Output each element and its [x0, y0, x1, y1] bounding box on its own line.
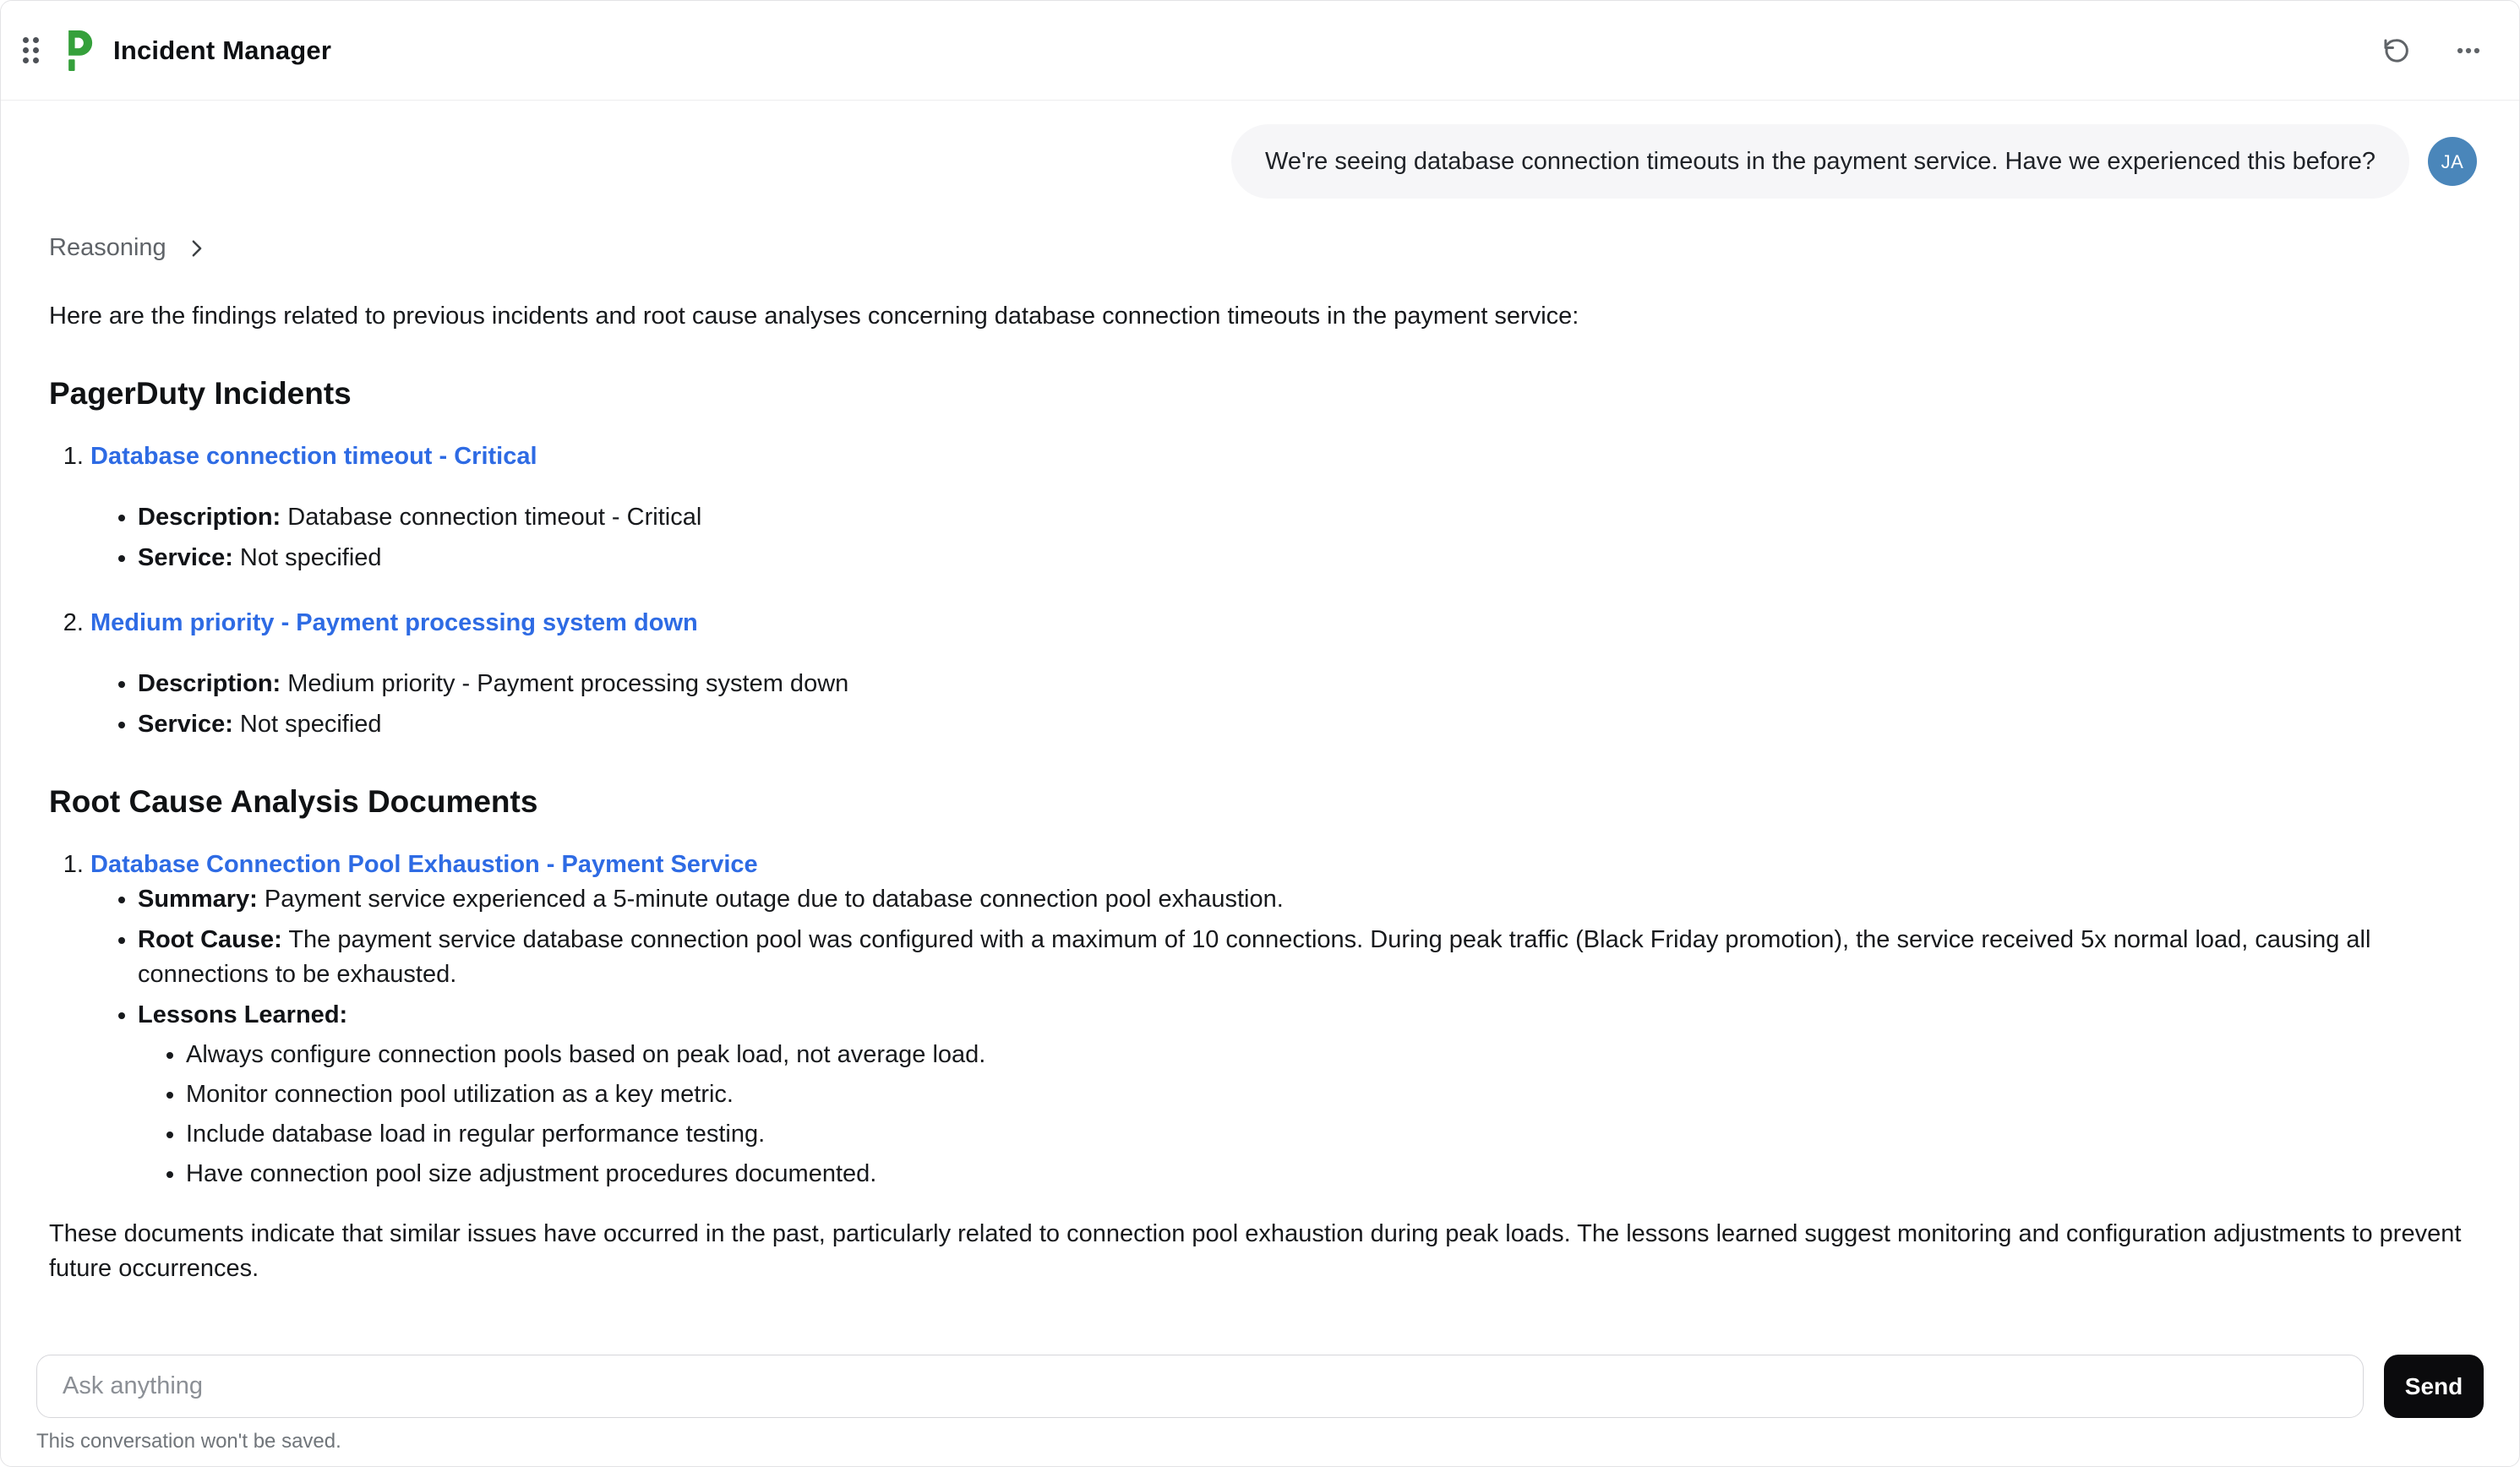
list-item: • Monitor connection pool utilization as a key metric. [186, 1077, 2477, 1112]
incident-properties [90, 500, 2477, 575]
incident-properties [90, 667, 2477, 742]
send-button[interactable]: Send [2384, 1355, 2484, 1418]
chevron-right-icon [190, 239, 204, 258]
assistant-response [49, 231, 2477, 1286]
list-item: • Description: Medium priority - Payment processing system down [138, 667, 2477, 701]
drag-handle-icon[interactable] [19, 34, 42, 67]
rca-document-link[interactable]: Database Connection Pool Exhaustion - Payment Service [90, 851, 758, 878]
page-title: Incident Manager [113, 35, 332, 65]
rotate-ccw-icon [2381, 36, 2410, 65]
list-item: • Always configure connection pools based on peak load, not average load. [186, 1038, 2477, 1072]
more-options-button[interactable] [2446, 29, 2490, 73]
list-item: • Description: Database connection timeout - Critical [138, 500, 2477, 535]
reset-conversation-button[interactable] [2374, 29, 2418, 73]
incidents-heading: PagerDuty Incidents [49, 376, 352, 411]
composer [1, 1338, 2519, 1466]
rca-list [49, 848, 2477, 1192]
incident-link[interactable]: Database connection timeout - Critical [90, 443, 537, 470]
list-item: • Have connection pool size adjustment procedures documented. [186, 1157, 2477, 1192]
ask-input[interactable] [36, 1355, 2364, 1418]
rca-properties [90, 882, 2477, 1192]
list-item: • Summary: Payment service experienced a 5-minute outage due to database connection pool exhaustion. [138, 882, 2477, 917]
pagerduty-logo-icon [61, 30, 95, 71]
lessons-list [138, 1038, 2477, 1192]
disclaimer-text: This conversation won't be saved. [36, 1430, 341, 1453]
list-item [90, 606, 2477, 742]
chat-area [1, 101, 2519, 1338]
list-item: • Root Cause: The payment service database connection pool was configured with a maximum of 10 connections. During peak traffic (Black Friday promotion), the service received 5x normal load, causing all connections to be exhausted. [138, 923, 2477, 992]
intro-paragraph: Here are the findings related to previous incidents and root cause analyses concerning database connection timeouts in the payment service: [49, 303, 1579, 330]
closing-paragraph: These documents indicate that similar issues have occurred in the past, particularly related to connection pool exhaustion during peak loads. The lessons learned suggest monitoring and configuration adjustments to prevent future occurrences. [49, 1220, 2462, 1282]
composer-row [36, 1355, 2484, 1418]
header [1, 1, 2519, 101]
list-item [90, 439, 2477, 575]
incident-link[interactable]: Medium priority - Payment processing system down [90, 609, 698, 636]
rca-heading: Root Cause Analysis Documents [49, 784, 538, 819]
list-item [90, 848, 2477, 1192]
reasoning-toggle[interactable] [49, 231, 204, 265]
ellipsis-icon [2454, 36, 2483, 65]
incident-list [49, 439, 2477, 742]
reasoning-label: Reasoning [49, 234, 166, 261]
list-item: • Include database load in regular performance testing. [186, 1117, 2477, 1152]
avatar: JA [2428, 137, 2477, 186]
header-actions [2374, 29, 2490, 73]
user-message-row [49, 124, 2477, 199]
list-item: • Lessons Learned: • Always configure connection pools based on peak load, not average load. • Monitor connection pool utilization as a key metric. • Include database load in regular performance testing. • Have connection pool size adjustment procedures documented. [138, 998, 2477, 1192]
list-item: • Service: Not specified [138, 541, 2477, 575]
user-message-bubble: We're seeing database connection timeouts in the payment service. Have we experienced this before? [1231, 124, 2409, 199]
list-item: • Service: Not specified [138, 707, 2477, 742]
